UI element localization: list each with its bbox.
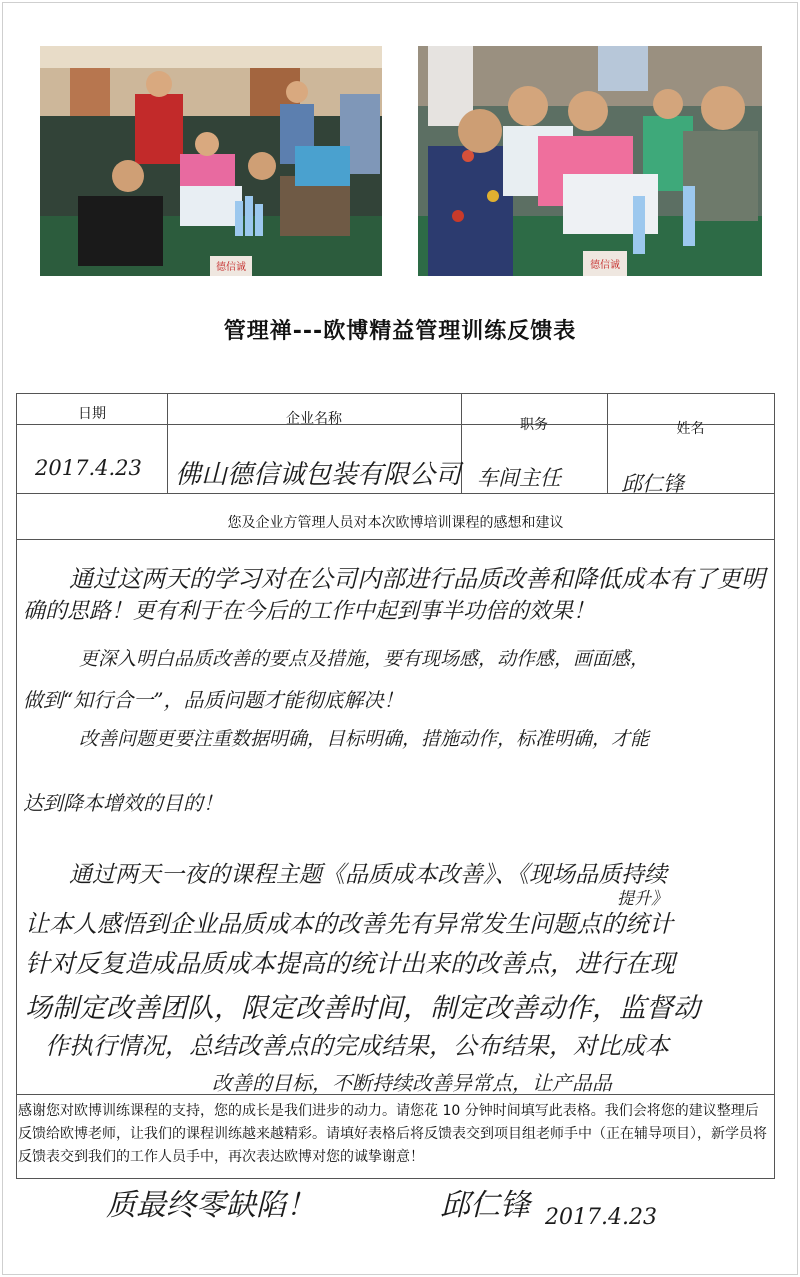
table-sign-right: 德信诚	[590, 260, 620, 271]
feedback-closing: 质最终零缺陷！	[106, 1188, 316, 1223]
header-date: 日期	[78, 406, 106, 422]
signature-name: 邱仁锋	[440, 1188, 530, 1223]
feedback-insert: 提升》	[617, 889, 668, 909]
feedback-line: 确的思路！更有利于在今后的工作中起到事半功倍的效果！	[23, 599, 596, 624]
feedback-form	[16, 393, 775, 1179]
feedback-line: 做到“知行合一”，品质问题才能彻底解决！	[23, 688, 404, 712]
feedback-line: 作执行情况，总结改善点的完成结果，公布结果，对比成本	[45, 1032, 669, 1060]
feedback-line: 改善的目标，不断持续改善异常点，让产品品	[212, 1071, 612, 1095]
header-company: 企业名称	[286, 411, 342, 427]
value-date: 2017.4.23	[35, 456, 142, 480]
col-divider-3	[607, 394, 608, 493]
feedback-line: 更深入明白品质改善的要点及措施，要有现场感，动作感，画面感，	[79, 648, 650, 670]
training-photo-right	[418, 46, 762, 276]
feedback-line: 通过这两天的学习对在公司内部进行品质改善和降低成本有了更明	[69, 565, 765, 593]
header-name: 姓名	[676, 421, 705, 437]
feedback-line: 让本人感悟到企业品质成本的改善先有异常发生问题点的统计	[25, 910, 673, 938]
feedback-prompt: 您及企业方管理人员对本次欧博培训课程的感想和建议	[227, 515, 564, 531]
footer-note: 感谢您对欧博训练课程的支持，您的成长是我们进步的动力。请您花 10 分钟时间填写此表格。我们会将您的建议整理后反馈给欧博老师，让我们的课程训练越来越精彩。请填好表格后将反馈表交到项目组老师手中（正在辅导项目），新学员将反馈表交到我们的工作人员手中，再次表达欧博对您的诚挚谢意！	[18, 1103, 767, 1165]
feedback-line: 针对反复造成品质成本提高的统计出来的改善点，进行在现	[25, 949, 676, 978]
value-name: 邱仁锋	[621, 472, 684, 496]
training-photo-left	[40, 46, 382, 276]
prompt-row-divider	[17, 539, 774, 540]
signature-date: 2017.4.23	[545, 1205, 657, 1230]
feedback-line: 场制定改善团队，限定改善时间，制定改善动作，监督动	[25, 993, 700, 1024]
value-position: 车间主任	[477, 466, 561, 490]
header-position: 职务	[520, 417, 548, 433]
table-sign-left: 德信诚	[216, 262, 246, 273]
value-company: 佛山德信诚包装有限公司	[175, 460, 462, 490]
page-title: 管理禅---欧博精益管理训练反馈表	[223, 319, 577, 344]
feedback-line: 通过两天一夜的课程主题《品质成本改善》、《现场品质持续	[69, 862, 667, 888]
col-divider-2	[461, 394, 462, 493]
feedback-line: 达到降本增效的目的！	[23, 791, 223, 815]
feedback-line: 改善问题更要注重数据明确，目标明确，措施动作，标准明确，才能	[79, 728, 650, 750]
